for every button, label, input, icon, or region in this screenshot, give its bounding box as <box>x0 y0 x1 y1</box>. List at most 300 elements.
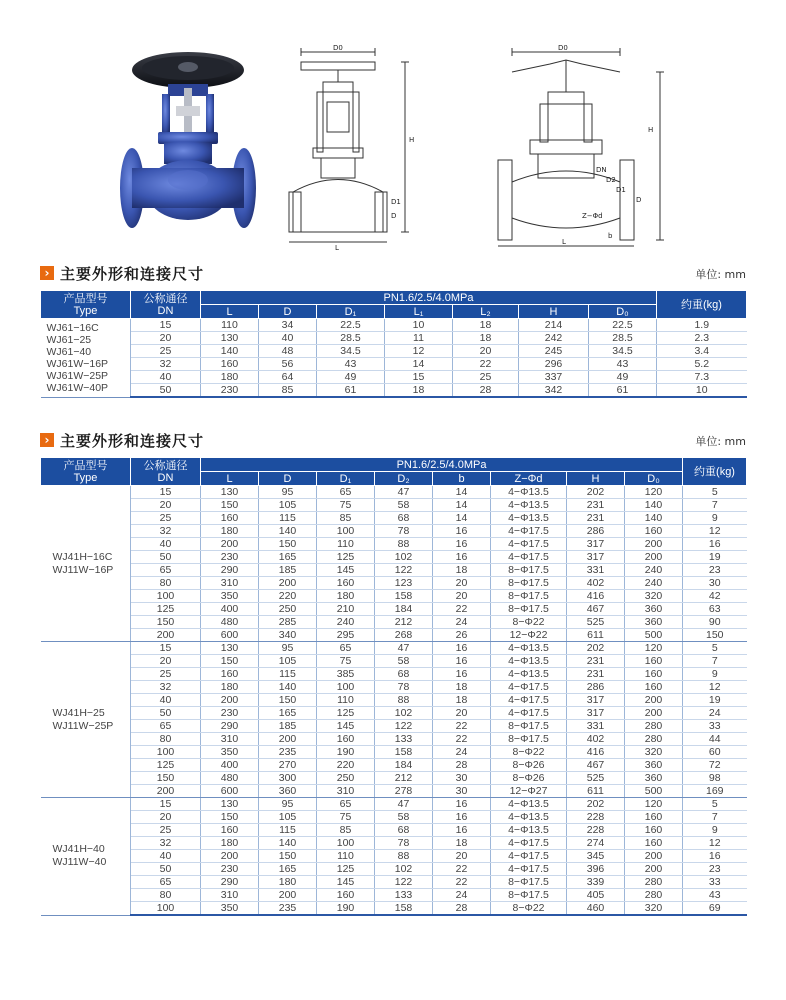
table-cell: 400 <box>201 603 259 616</box>
table-cell: 200 <box>625 863 683 876</box>
table-cell: 140 <box>259 525 317 538</box>
table-cell: 180 <box>317 590 375 603</box>
table-cell: 165 <box>259 551 317 564</box>
table-cell: 4−Φ13.5 <box>491 486 567 499</box>
table-cell: 69 <box>683 902 747 916</box>
table-cell: 72 <box>683 759 747 772</box>
dimension-drawing-2 <box>490 42 670 252</box>
table-cell: 58 <box>375 811 433 824</box>
table-cell: 24 <box>433 616 491 629</box>
table-cell: 11 <box>385 332 453 345</box>
table-cell: 16 <box>433 538 491 551</box>
table-cell: 8−Φ22 <box>491 746 567 759</box>
table-row <box>41 564 747 577</box>
table-cell: 2.3 <box>657 332 747 345</box>
table-cell: 160 <box>625 668 683 681</box>
table-cell: 14 <box>433 512 491 525</box>
table-row <box>41 319 747 332</box>
table-cell: 200 <box>201 694 259 707</box>
table-cell: 339 <box>567 876 625 889</box>
table-cell: 320 <box>625 590 683 603</box>
table-cell: 24 <box>683 707 747 720</box>
col-header: D₀ <box>625 472 683 486</box>
table-cell: 88 <box>375 538 433 551</box>
table-cell: 20 <box>131 655 201 668</box>
table-cell: 480 <box>201 772 259 785</box>
table-cell: 105 <box>259 811 317 824</box>
table-cell: 4−Φ17.5 <box>491 707 567 720</box>
table-row <box>41 707 747 720</box>
table-cell: 102 <box>375 863 433 876</box>
table-cell: 12 <box>683 837 747 850</box>
section1-header <box>40 263 746 285</box>
table-cell: 467 <box>567 759 625 772</box>
table-row <box>41 785 747 798</box>
table-cell: 63 <box>683 603 747 616</box>
table-cell: 8−Φ17.5 <box>491 889 567 902</box>
table-cell: 350 <box>201 746 259 759</box>
table-cell: 28.5 <box>589 332 657 345</box>
table-cell: 20 <box>433 590 491 603</box>
table-cell: 122 <box>375 564 433 577</box>
table-cell: 120 <box>625 486 683 499</box>
table-cell: 105 <box>259 655 317 668</box>
table-cell: 25 <box>453 371 519 384</box>
table-cell: 25 <box>131 668 201 681</box>
table-cell: 416 <box>567 590 625 603</box>
table-cell: 16 <box>433 642 491 655</box>
table-cell: 190 <box>317 746 375 759</box>
table-cell: 7.3 <box>657 371 747 384</box>
table-cell: 160 <box>201 358 259 371</box>
col-header-model: 产品型号 Type <box>41 291 131 319</box>
table-cell: 140 <box>625 512 683 525</box>
table-cell: 47 <box>375 486 433 499</box>
table-cell: 245 <box>519 345 589 358</box>
table-cell: 22 <box>433 863 491 876</box>
table-cell: 4−Φ17.5 <box>491 837 567 850</box>
table-cell: 345 <box>567 850 625 863</box>
table-cell: 140 <box>201 345 259 358</box>
table-cell: 16 <box>433 668 491 681</box>
col-header: D₂ <box>375 472 433 486</box>
table-cell: 98 <box>683 772 747 785</box>
table-cell: 19 <box>683 694 747 707</box>
table-row <box>41 811 747 824</box>
table-cell: 240 <box>317 616 375 629</box>
table-row <box>41 486 747 499</box>
table-cell: 180 <box>201 837 259 850</box>
table-cell: 158 <box>375 590 433 603</box>
table-cell: 220 <box>317 759 375 772</box>
table-cell: 88 <box>375 694 433 707</box>
table-cell: 200 <box>625 694 683 707</box>
table-cell: 5 <box>683 486 747 499</box>
table-cell: 30 <box>433 785 491 798</box>
table-cell: 22 <box>433 720 491 733</box>
table-cell: 231 <box>567 499 625 512</box>
table-cell: 102 <box>375 707 433 720</box>
table-cell: 105 <box>259 499 317 512</box>
table-cell: 310 <box>317 785 375 798</box>
section1-title: 主要外形和连接尺寸 <box>60 265 205 283</box>
table-cell: 480 <box>201 616 259 629</box>
table-cell: 10 <box>385 319 453 332</box>
table-cell: 32 <box>131 681 201 694</box>
drawing1-label: D1 <box>391 198 401 206</box>
table-cell: 150 <box>683 629 747 642</box>
table-cell: 30 <box>433 772 491 785</box>
table-cell: 337 <box>519 371 589 384</box>
table-cell: 12−Φ27 <box>491 785 567 798</box>
table-cell: 15 <box>131 486 201 499</box>
table-cell: 133 <box>375 889 433 902</box>
table-cell: 8−Φ17.5 <box>491 603 567 616</box>
table-cell: 32 <box>131 358 201 371</box>
table-row <box>41 616 747 629</box>
table-row <box>41 345 747 358</box>
table-cell: 158 <box>375 902 433 916</box>
table-cell: 10 <box>657 384 747 398</box>
table-row <box>41 746 747 759</box>
table-cell: 145 <box>317 720 375 733</box>
table-cell: 228 <box>567 811 625 824</box>
table-cell: 65 <box>131 564 201 577</box>
table-row <box>41 863 747 876</box>
drawing2-label: DN <box>596 166 607 174</box>
table-cell: 467 <box>567 603 625 616</box>
table-cell: 360 <box>259 785 317 798</box>
table-cell: 115 <box>259 512 317 525</box>
table-cell: 102 <box>375 551 433 564</box>
table-cell: 180 <box>201 681 259 694</box>
table-cell: 133 <box>375 733 433 746</box>
table-cell: 160 <box>201 512 259 525</box>
table-cell: 122 <box>375 720 433 733</box>
table-cell: 220 <box>259 590 317 603</box>
table-cell: 416 <box>567 746 625 759</box>
table-cell: 160 <box>201 668 259 681</box>
table-cell: 61 <box>589 384 657 398</box>
table-cell: 20 <box>433 707 491 720</box>
table-cell: 202 <box>567 486 625 499</box>
table-cell: 125 <box>131 759 201 772</box>
table-cell: 230 <box>201 863 259 876</box>
table-cell: 280 <box>625 733 683 746</box>
dimension-drawing-1 <box>283 42 433 252</box>
table-cell: 231 <box>567 668 625 681</box>
table-cell: 28 <box>433 759 491 772</box>
table-cell: 130 <box>201 486 259 499</box>
table-cell: 600 <box>201 785 259 798</box>
table-cell: 7 <box>683 655 747 668</box>
table-cell: 230 <box>201 551 259 564</box>
drawing1-label: D <box>391 212 397 220</box>
table-cell: 396 <box>567 863 625 876</box>
table-cell: 110 <box>317 538 375 551</box>
table-row <box>41 798 747 811</box>
table-cell: 78 <box>375 681 433 694</box>
table-cell: 15 <box>385 371 453 384</box>
table-row <box>41 525 747 538</box>
col-header: D₁ <box>317 472 375 486</box>
table-cell: 180 <box>201 525 259 538</box>
table-cell: 4−Φ17.5 <box>491 538 567 551</box>
table-cell: 360 <box>625 772 683 785</box>
table-row <box>41 384 747 398</box>
table-cell: 150 <box>131 616 201 629</box>
table-cell: 200 <box>625 707 683 720</box>
table-cell: 80 <box>131 889 201 902</box>
table-cell: 310 <box>201 577 259 590</box>
table-row <box>41 837 747 850</box>
table-cell: 33 <box>683 720 747 733</box>
table-cell: 40 <box>131 371 201 384</box>
drawing1-label: H <box>409 136 415 144</box>
table-cell: 75 <box>317 811 375 824</box>
table-cell: 18 <box>433 837 491 850</box>
table-cell: 200 <box>625 551 683 564</box>
table-row <box>41 512 747 525</box>
table-cell: 8−Φ17.5 <box>491 577 567 590</box>
table-cell: 78 <box>375 837 433 850</box>
drawing2-label: Z−Φd <box>582 212 603 220</box>
table-cell: 48 <box>259 345 317 358</box>
table-cell: 460 <box>567 902 625 916</box>
table-cell: 20 <box>453 345 519 358</box>
table-cell: 317 <box>567 694 625 707</box>
table-row <box>41 358 747 371</box>
drawing2-label: D1 <box>616 186 626 194</box>
table-cell: 300 <box>259 772 317 785</box>
table-cell: 8−Φ17.5 <box>491 876 567 889</box>
table-cell: 342 <box>519 384 589 398</box>
model-cell: WJ41H−25 WJ11W−25P <box>41 642 131 798</box>
table-cell: 150 <box>259 538 317 551</box>
table-row <box>41 889 747 902</box>
table-cell: 400 <box>201 759 259 772</box>
chevron-right-icon: › <box>40 433 54 447</box>
table-cell: 360 <box>625 616 683 629</box>
table-cell: 18 <box>433 694 491 707</box>
table-cell: 212 <box>375 616 433 629</box>
col-header-dn: 公称通径 DN <box>131 458 201 486</box>
table-cell: 20 <box>131 332 201 345</box>
section2-title: 主要外形和连接尺寸 <box>60 432 205 450</box>
model-cell: WJ41H−40 WJ11W−40 <box>41 798 131 916</box>
table-cell: 4−Φ13.5 <box>491 512 567 525</box>
table-cell: 250 <box>317 772 375 785</box>
table-cell: 214 <box>519 319 589 332</box>
table-cell: 4−Φ13.5 <box>491 811 567 824</box>
table-cell: 16 <box>433 811 491 824</box>
table-cell: 32 <box>131 525 201 538</box>
table-cell: 68 <box>375 824 433 837</box>
table-cell: 317 <box>567 707 625 720</box>
spec-table-1 <box>40 290 747 398</box>
table-cell: 600 <box>201 629 259 642</box>
drawing2-label: D <box>636 196 642 204</box>
table-cell: 290 <box>201 720 259 733</box>
table-cell: 8−Φ17.5 <box>491 720 567 733</box>
table-cell: 34.5 <box>589 345 657 358</box>
table-cell: 33 <box>683 876 747 889</box>
table-row <box>41 668 747 681</box>
table-cell: 20 <box>433 850 491 863</box>
table-cell: 200 <box>259 577 317 590</box>
table-cell: 50 <box>131 863 201 876</box>
table-cell: 4−Φ13.5 <box>491 642 567 655</box>
table-cell: 268 <box>375 629 433 642</box>
table-cell: 16 <box>433 551 491 564</box>
drawing2-label: L <box>562 238 566 246</box>
table-cell: 150 <box>201 811 259 824</box>
table-cell: 231 <box>567 655 625 668</box>
table-cell: 68 <box>375 512 433 525</box>
table-cell: 4−Φ17.5 <box>491 863 567 876</box>
table-cell: 25 <box>131 345 201 358</box>
col-header: H <box>567 472 625 486</box>
table-cell: 184 <box>375 759 433 772</box>
table-cell: 160 <box>625 681 683 694</box>
table-row <box>41 499 747 512</box>
col-header: D₁ <box>317 305 385 319</box>
table-cell: 160 <box>625 837 683 850</box>
table-cell: 20 <box>131 499 201 512</box>
table-cell: 4−Φ17.5 <box>491 525 567 538</box>
table-row <box>41 694 747 707</box>
table-cell: 100 <box>131 902 201 916</box>
table-cell: 280 <box>625 876 683 889</box>
table-cell: 385 <box>317 668 375 681</box>
table-cell: 130 <box>201 798 259 811</box>
table-cell: 5.2 <box>657 358 747 371</box>
table-cell: 525 <box>567 616 625 629</box>
table-cell: 4−Φ17.5 <box>491 551 567 564</box>
table-cell: 145 <box>317 564 375 577</box>
table-cell: 286 <box>567 681 625 694</box>
table-cell: 285 <box>259 616 317 629</box>
table-row <box>41 642 747 655</box>
table-cell: 4−Φ13.5 <box>491 798 567 811</box>
col-header-weight: 约重(kg) <box>657 291 747 319</box>
table-cell: 160 <box>625 525 683 538</box>
table-cell: 160 <box>625 811 683 824</box>
table-cell: 40 <box>259 332 317 345</box>
table-cell: 95 <box>259 486 317 499</box>
table-cell: 60 <box>683 746 747 759</box>
table-cell: 47 <box>375 798 433 811</box>
table-cell: 95 <box>259 642 317 655</box>
table-cell: 18 <box>433 564 491 577</box>
table-cell: 12 <box>385 345 453 358</box>
table-cell: 150 <box>259 850 317 863</box>
table-cell: 180 <box>259 876 317 889</box>
table-cell: 4−Φ13.5 <box>491 655 567 668</box>
table-cell: 331 <box>567 720 625 733</box>
table-cell: 165 <box>259 863 317 876</box>
table-row <box>41 655 747 668</box>
table-cell: 50 <box>131 707 201 720</box>
table-cell: 120 <box>625 642 683 655</box>
col-header-pn: PN1.6/2.5/4.0MPa <box>201 291 657 305</box>
table-cell: 611 <box>567 785 625 798</box>
drawing2-label: D2 <box>606 176 616 184</box>
col-header: L₁ <box>385 305 453 319</box>
table-cell: 350 <box>201 902 259 916</box>
table-cell: 200 <box>259 733 317 746</box>
drawing2-label: H <box>648 126 654 134</box>
table-cell: 158 <box>375 746 433 759</box>
table-cell: 500 <box>625 785 683 798</box>
table-cell: 130 <box>201 642 259 655</box>
table-cell: 360 <box>625 759 683 772</box>
table-cell: 8−Φ26 <box>491 772 567 785</box>
table-cell: 18 <box>385 384 453 398</box>
table-cell: 24 <box>433 746 491 759</box>
table-cell: 320 <box>625 746 683 759</box>
table-row <box>41 371 747 384</box>
figures-row <box>0 0 786 250</box>
table-cell: 42 <box>683 590 747 603</box>
table-cell: 110 <box>317 850 375 863</box>
table-cell: 49 <box>317 371 385 384</box>
section2-unit: 单位: mm <box>695 435 746 448</box>
table-cell: 43 <box>317 358 385 371</box>
table-cell: 250 <box>259 603 317 616</box>
table-cell: 61 <box>317 384 385 398</box>
col-header: D₀ <box>589 305 657 319</box>
table-cell: 65 <box>131 720 201 733</box>
table-row <box>41 681 747 694</box>
table-cell: 274 <box>567 837 625 850</box>
table-cell: 210 <box>317 603 375 616</box>
table-cell: 320 <box>625 902 683 916</box>
col-header: L <box>201 472 259 486</box>
table-cell: 160 <box>625 824 683 837</box>
table-cell: 20 <box>433 577 491 590</box>
table-cell: 150 <box>201 499 259 512</box>
table-cell: 235 <box>259 746 317 759</box>
table-cell: 200 <box>201 538 259 551</box>
table-cell: 12 <box>683 681 747 694</box>
table-cell: 43 <box>683 889 747 902</box>
chevron-right-icon: › <box>40 266 54 280</box>
table-cell: 160 <box>317 733 375 746</box>
table-cell: 310 <box>201 733 259 746</box>
table-cell: 120 <box>625 798 683 811</box>
table-cell: 8−Φ17.5 <box>491 733 567 746</box>
table-cell: 68 <box>375 668 433 681</box>
table-cell: 9 <box>683 512 747 525</box>
table-cell: 75 <box>317 655 375 668</box>
table-cell: 611 <box>567 629 625 642</box>
table-row <box>41 772 747 785</box>
table-cell: 85 <box>317 512 375 525</box>
table-cell: 26 <box>433 629 491 642</box>
table-row <box>41 720 747 733</box>
table-cell: 40 <box>131 850 201 863</box>
table-cell: 28.5 <box>317 332 385 345</box>
table-cell: 4−Φ17.5 <box>491 694 567 707</box>
table-cell: 270 <box>259 759 317 772</box>
table-cell: 4−Φ13.5 <box>491 499 567 512</box>
table-cell: 34.5 <box>317 345 385 358</box>
table-cell: 12 <box>683 525 747 538</box>
table-cell: 100 <box>131 590 201 603</box>
table-cell: 169 <box>683 785 747 798</box>
col-header-model: 产品型号 Type <box>41 458 131 486</box>
